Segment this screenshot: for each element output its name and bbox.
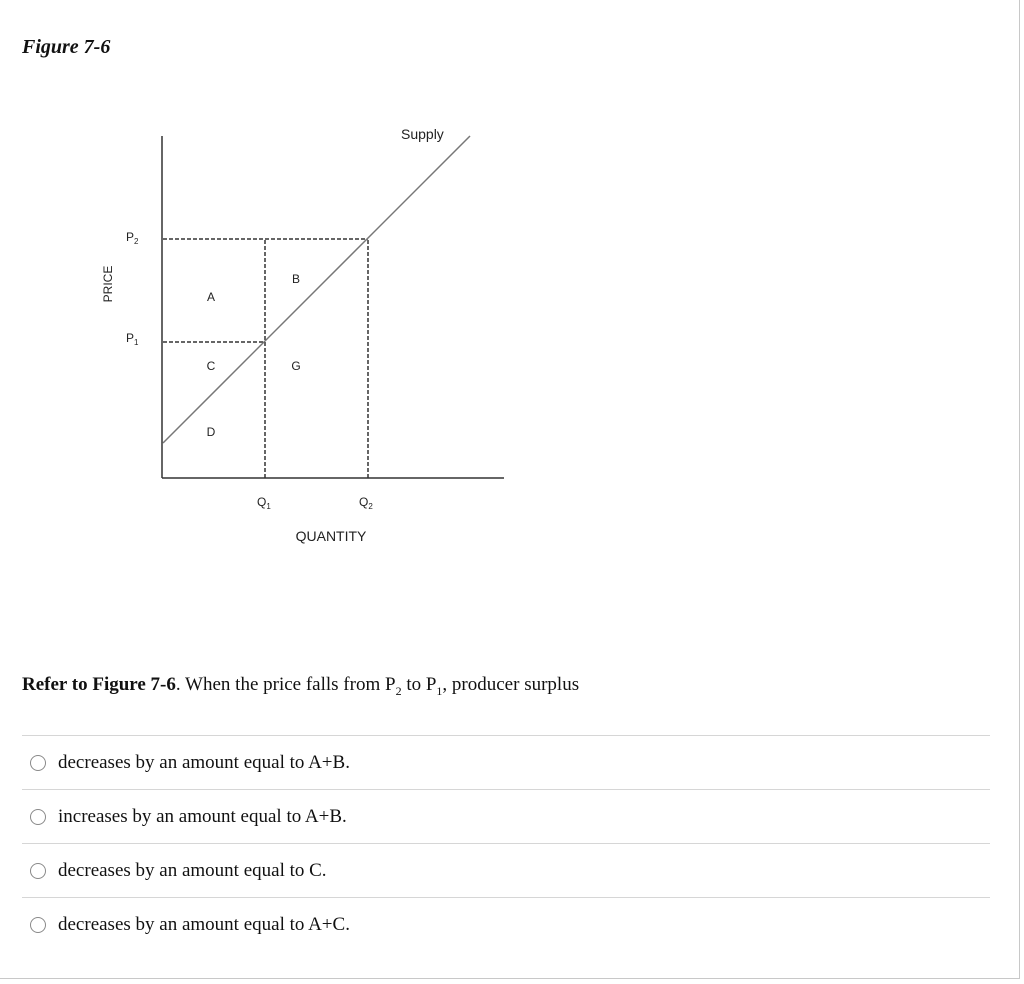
figure-reference: Refer to Figure 7-6 [22, 674, 176, 695]
q1-label: $Q_1$ [257, 495, 271, 511]
answer-option[interactable] [22, 790, 990, 844]
answer-options [22, 735, 990, 951]
answer-option-label: increases by an amount equal to A+B. [58, 805, 347, 827]
answer-option[interactable] [22, 898, 990, 951]
radio-button[interactable] [30, 863, 46, 879]
quantity-axis-title: QUANTITY [295, 528, 367, 544]
radio-button[interactable] [30, 917, 46, 933]
answer-option-label: decreases by an amount equal to A+C. [58, 913, 350, 935]
radio-button[interactable] [30, 755, 46, 771]
question-prompt: Refer to Figure 7-6. When the price falls from $P_2$ to $P_1$, producer surplus [22, 674, 580, 698]
answer-option-label: decreases by an amount equal to A+B. [58, 751, 350, 773]
q2-label: $Q_2$ [359, 495, 373, 511]
figure-title: Figure 7-6 [22, 36, 111, 58]
area-d-label: D [206, 425, 216, 439]
area-g-label: G [291, 359, 301, 373]
radio-button[interactable] [30, 809, 46, 825]
area-c-label: C [206, 359, 216, 373]
p1-label: $P_1$ [126, 331, 139, 347]
price-axis-title: PRICE [101, 265, 115, 303]
area-a-label: A [206, 290, 216, 304]
frame-border-bottom [0, 978, 1020, 979]
p2-label: $P_2$ [126, 230, 139, 246]
supply-label: Supply [401, 126, 444, 142]
answer-option[interactable] [22, 736, 990, 790]
answer-option-label: decreases by an amount equal to C. [58, 859, 327, 881]
answer-option[interactable] [22, 844, 990, 898]
area-b-label: B [291, 272, 301, 286]
